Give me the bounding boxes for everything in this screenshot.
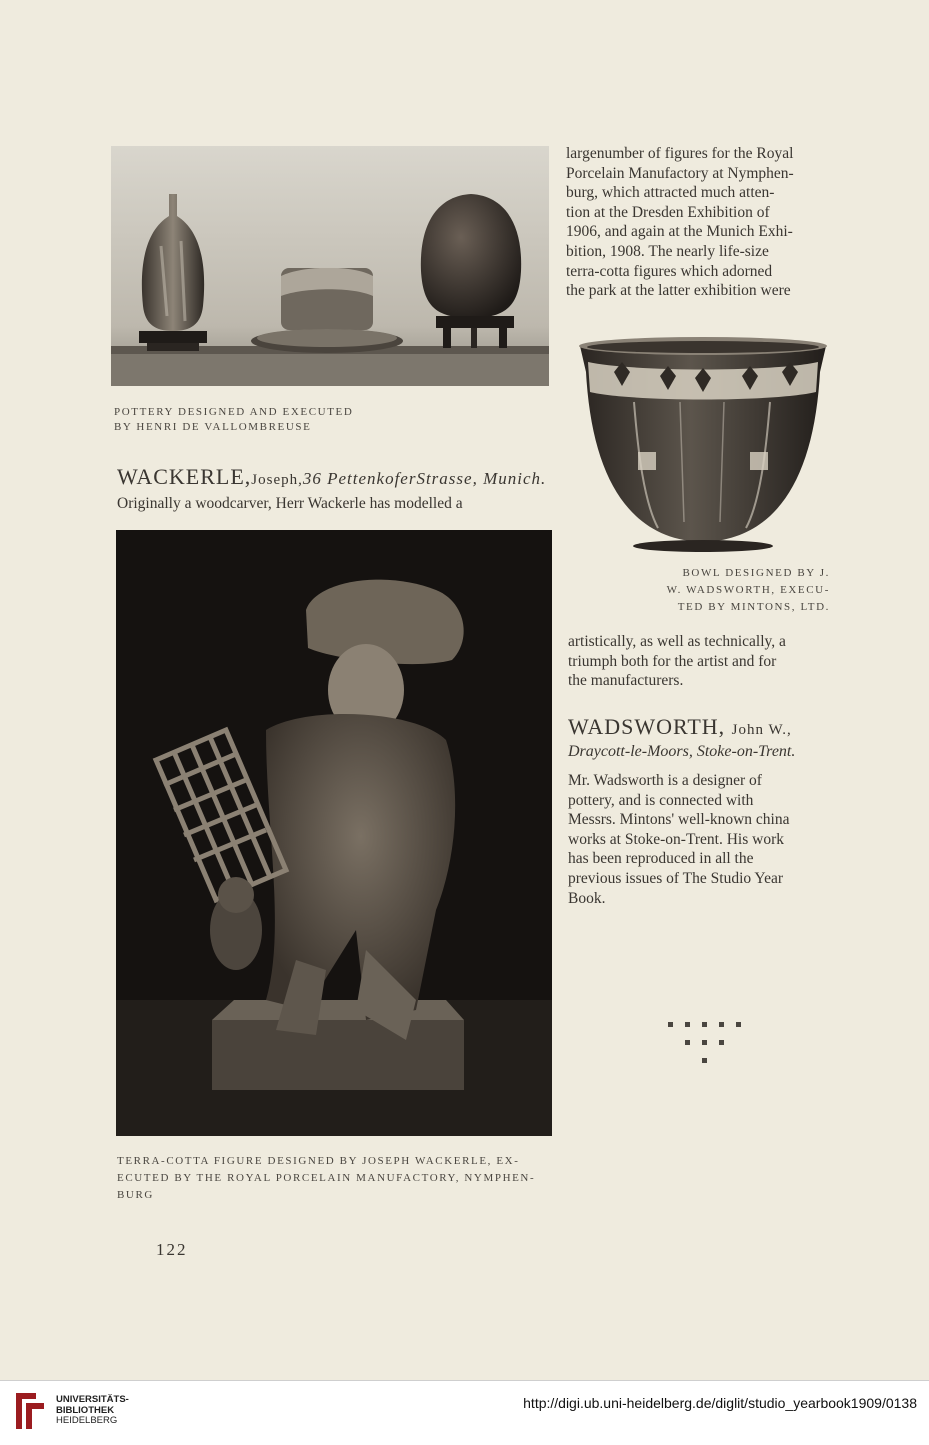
wackerle-first-name: Joseph, <box>251 472 303 488</box>
wadsworth-address <box>568 742 838 762</box>
text-line: Messrs. Mintons' well-known china <box>568 811 790 829</box>
ornament-icon <box>668 1022 748 1082</box>
library-footer <box>0 1380 929 1445</box>
digital-library-url[interactable]: http://digi.ub.uni-heidelberg.de/diglit/studio_yearbook1909/0138 <box>523 1395 917 1411</box>
text-line: Porcelain Manufactory at Nymphen- <box>566 164 794 182</box>
text-line: terra-cotta figures which adorned <box>566 262 773 280</box>
pottery-caption <box>114 405 534 435</box>
library-name-line2: BIBLIOTHEK <box>56 1404 115 1416</box>
library-name-line1: UNIVERSITÄTS- <box>56 1394 129 1405</box>
wadsworth-body <box>568 771 838 908</box>
wackerle-address: 36 PettenkoferStrasse, Munich. <box>302 469 547 488</box>
library-name <box>56 1395 129 1427</box>
wackerle-heading <box>117 464 546 490</box>
pottery-photo <box>111 146 549 386</box>
text-line: works at Stoke-on-Trent. His work <box>568 830 784 848</box>
text-line: the park at the latter exhibition were <box>566 282 791 300</box>
bowl-illustration <box>574 332 832 560</box>
text-line: burg, which attracted much atten- <box>566 184 775 202</box>
text-line: the manufacturers. <box>568 672 684 690</box>
right-column-paragraph-2 <box>568 632 838 691</box>
wadsworth-heading <box>568 714 792 740</box>
text-line: largenumber of figures for the Royal <box>566 145 794 162</box>
wadsworth-name: WADSWORTH, <box>568 714 726 739</box>
wackerle-intro <box>117 494 557 514</box>
text-line: pottery, and is connected with <box>568 791 754 809</box>
pottery-illustration <box>111 146 549 386</box>
bowl-caption <box>630 565 830 616</box>
terracotta-caption-line2: ECUTED BY THE ROYAL PORCELAIN MANUFACTORY, NYMPHEN- <box>117 1172 536 1184</box>
wackerle-intro-text: Originally a woodcarver, Herr Wackerle has modelled a <box>117 495 463 512</box>
text-line: bition, 1908. The nearly life-size <box>566 242 769 260</box>
pottery-caption-line2: BY HENRI DE VALLOMBREUSE <box>114 421 312 433</box>
university-library-logo-icon <box>12 1389 48 1433</box>
text-line: previous issues of The Studio Year <box>568 869 783 887</box>
wadsworth-first-name: John W., <box>731 722 792 738</box>
text-line: has been reproduced in all the <box>568 850 754 868</box>
pottery-caption-line1: POTTERY DESIGNED AND EXECUTED <box>114 406 354 418</box>
wackerle-name: WACKERLE, <box>117 464 252 489</box>
text-line: tion at the Dresden Exhibition of <box>566 203 770 221</box>
terracotta-caption <box>117 1153 557 1204</box>
text-line: triumph both for the artist and for <box>568 652 777 670</box>
page-number: 122 <box>156 1240 188 1259</box>
text-line: 1906, and again at the Munich Exhi- <box>566 223 793 241</box>
bowl-photo <box>574 332 832 560</box>
text-line: Book. <box>568 889 606 907</box>
bowl-caption-line3: TED BY MINTONS, LTD. <box>677 601 830 613</box>
terracotta-figure-photo <box>116 530 552 1136</box>
right-column-paragraph-1 <box>566 144 836 301</box>
text-line: Mr. Wadsworth is a designer of <box>568 772 762 789</box>
wadsworth-address-text: Draycott-le-Moors, Stoke-on-Trent. <box>568 743 796 760</box>
library-name-line3: HEIDELBERG <box>56 1415 118 1426</box>
bowl-caption-line2: W. WADSWORTH, EXECU- <box>666 584 830 596</box>
terracotta-caption-line1: TERRA-COTTA FIGURE DESIGNED BY JOSEPH WACKERLE, EX- <box>117 1155 520 1167</box>
terracotta-figure-illustration <box>116 530 552 1136</box>
bowl-caption-line1: BOWL DESIGNED BY J. <box>682 567 830 579</box>
terracotta-caption-line3: BURG <box>117 1189 154 1201</box>
text-line: artistically, as well as technically, a <box>568 633 786 650</box>
